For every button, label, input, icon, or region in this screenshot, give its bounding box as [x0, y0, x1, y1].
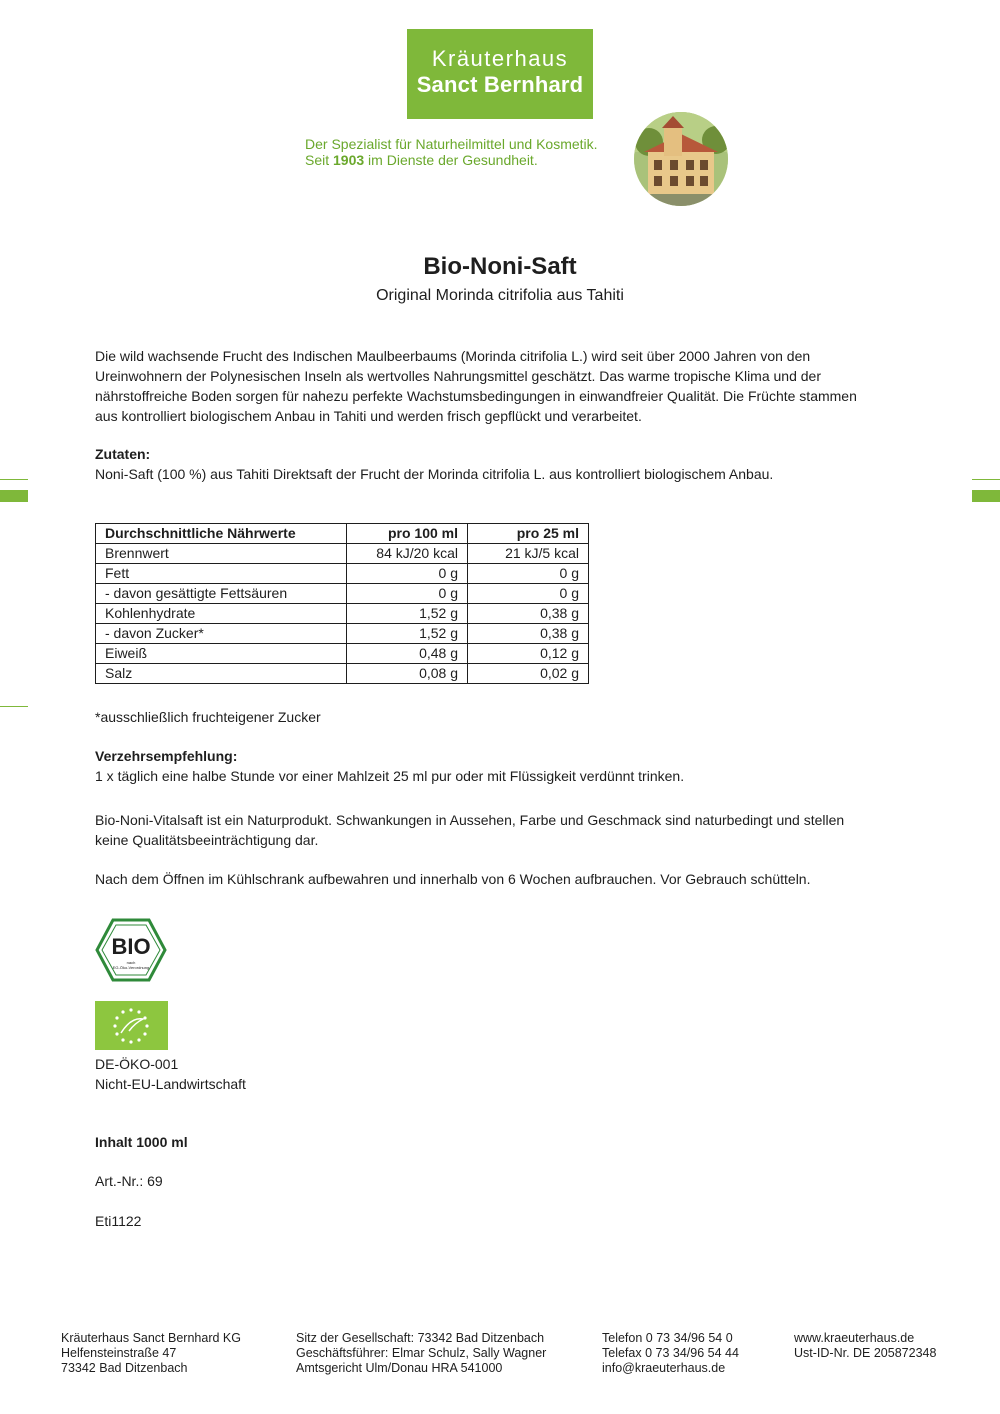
table-cell: Eiweiß	[96, 644, 347, 664]
table-cell: - davon gesättigte Fettsäuren	[96, 584, 347, 604]
table-cell: 1,52 g	[347, 604, 468, 624]
footer-contact: Telefon 0 73 34/96 54 0 Telefax 0 73 34/96 54 44 info@kraeuterhaus.de	[602, 1331, 739, 1375]
table-cell: Fett	[96, 564, 347, 584]
svg-text:EG-Öko-Verordnung: EG-Öko-Verordnung	[112, 965, 150, 970]
table-header: pro 25 ml	[468, 524, 589, 544]
product-title: Bio-Noni-Saft	[423, 253, 577, 280]
content-volume: Inhalt 1000 ml	[95, 1134, 188, 1150]
table-cell: 0 g	[347, 584, 468, 604]
storage-note: Nach dem Öffnen im Kühlschrank aufbewahren und innerhalb von 6 Wochen aufbrauchen. Vor Gebrauch schütteln.	[95, 871, 811, 887]
intro-text: Die wild wachsende Frucht des Indischen Maulbeerbaums (Morinda citrifolia L.) wird seit über 2000 Jahren von den Ureinwohnern der Polynesischen Inseln als wertvolles Nahrungsmittel geschätzt. Das warme tropische Klima und der nährstoffreiche Boden sorgen für nahezu perfekte Wachstumsbedingungen in einwandfreier Qualität. Die Früchte stammen aus kontrolliert biologischem Anbau in Tahiti und werden frisch gepflückt und verarbeitet.	[95, 348, 857, 424]
eco-control-code: DE-ÖKO-001	[95, 1056, 179, 1072]
table-row	[96, 624, 589, 644]
table-cell: 1,52 g	[347, 624, 468, 644]
article-number: Art.-Nr.: 69	[95, 1173, 163, 1189]
table-row	[96, 664, 589, 684]
tagline-year: 1903	[333, 152, 365, 168]
recommendation-text: 1 x täglich eine halbe Stunde vor einer Mahlzeit 25 ml pur oder mit Flüssigkeit verdünnt trinken.	[95, 768, 685, 784]
certification-info	[95, 1054, 910, 1094]
table-cell: 0,38 g	[468, 604, 589, 624]
table-cell: 21 kJ/5 kcal	[468, 544, 589, 564]
logo-line-2: Sanct Bernhard	[416, 72, 584, 97]
footer-web: www.kraeuterhaus.de Ust-ID-Nr. DE 205872348	[794, 1331, 937, 1360]
origin-note: Nicht-EU-Landwirtschaft	[95, 1076, 246, 1092]
table-cell: Brennwert	[96, 544, 347, 564]
table-cell: - davon Zucker*	[96, 624, 347, 644]
table-cell: 0,08 g	[347, 664, 468, 684]
product-subtitle: Original Morinda citrifolia aus Tahiti	[376, 287, 624, 304]
svg-text:BIO: BIO	[111, 934, 151, 959]
fold-line-right	[972, 479, 1000, 480]
table-row	[96, 604, 589, 624]
table-cell: 0 g	[347, 564, 468, 584]
building-photo	[634, 112, 728, 206]
table-row	[96, 544, 589, 564]
ingredients-heading: Zutaten:	[95, 446, 151, 462]
ingredients-section	[95, 444, 910, 484]
fold-line-left-lower	[0, 706, 28, 707]
recommendation-heading: Verzehrsempfehlung:	[95, 748, 238, 764]
table-row	[96, 644, 589, 664]
table-cell: 0,38 g	[468, 624, 589, 644]
table-cell: Kohlenhydrate	[96, 604, 347, 624]
table-row	[96, 564, 589, 584]
table-row	[96, 584, 589, 604]
nutrition-footnote: *ausschließlich fruchteigener Zucker	[95, 709, 321, 725]
natural-product-note: Bio-Noni-Vitalsaft ist ein Naturprodukt. Schwankungen in Aussehen, Farbe und Geschmack sind naturbedingt und stellen keine Qualitätsbeeinträchtigung dar.	[95, 812, 845, 848]
fold-mark-right	[972, 490, 1000, 502]
table-cell: 0 g	[468, 584, 589, 604]
logo-line-1: Kräuterhaus	[431, 46, 569, 71]
table-header: pro 100 ml	[347, 524, 468, 544]
table-cell: 0,02 g	[468, 664, 589, 684]
table-cell: Salz	[96, 664, 347, 684]
footer-company: Kräuterhaus Sanct Bernhard KG Helfensteinstraße 47 73342 Bad Ditzenbach	[61, 1331, 241, 1375]
eu-organic-leaf-icon	[95, 1001, 168, 1050]
table-cell: 0,12 g	[468, 644, 589, 664]
table-cell: 0 g	[468, 564, 589, 584]
fold-line-left	[0, 479, 28, 480]
german-bio-seal-icon	[95, 918, 167, 982]
table-header-row	[96, 524, 589, 544]
tagline-line-1: Der Spezialist für Naturheilmittel und Kosmetik.	[305, 136, 598, 152]
tagline-line-2: Seit 1903 im Dienste der Gesundheit.	[305, 152, 538, 168]
footer-legal: Sitz der Gesellschaft: 73342 Bad Ditzenbach Geschäftsführer: Elmar Schulz, Sally Wagner Amtsgericht Ulm/Donau HRA 541000	[296, 1331, 547, 1375]
svg-text:nach: nach	[126, 960, 136, 965]
table-cell: 84 kJ/20 kcal	[347, 544, 468, 564]
nutrition-table	[95, 523, 589, 684]
table-header: Durchschnittliche Nährwerte	[96, 524, 347, 544]
recommendation-section	[95, 746, 910, 786]
table-cell: 0,48 g	[347, 644, 468, 664]
label-code: Eti1122	[95, 1213, 142, 1229]
brand-logo	[407, 29, 593, 119]
ingredients-text: Noni-Saft (100 %) aus Tahiti Direktsaft der Frucht der Morinda citrifolia L. aus kontrolliert biologischem Anbau.	[95, 466, 774, 482]
tagline	[305, 136, 598, 168]
fold-mark-left	[0, 490, 28, 502]
